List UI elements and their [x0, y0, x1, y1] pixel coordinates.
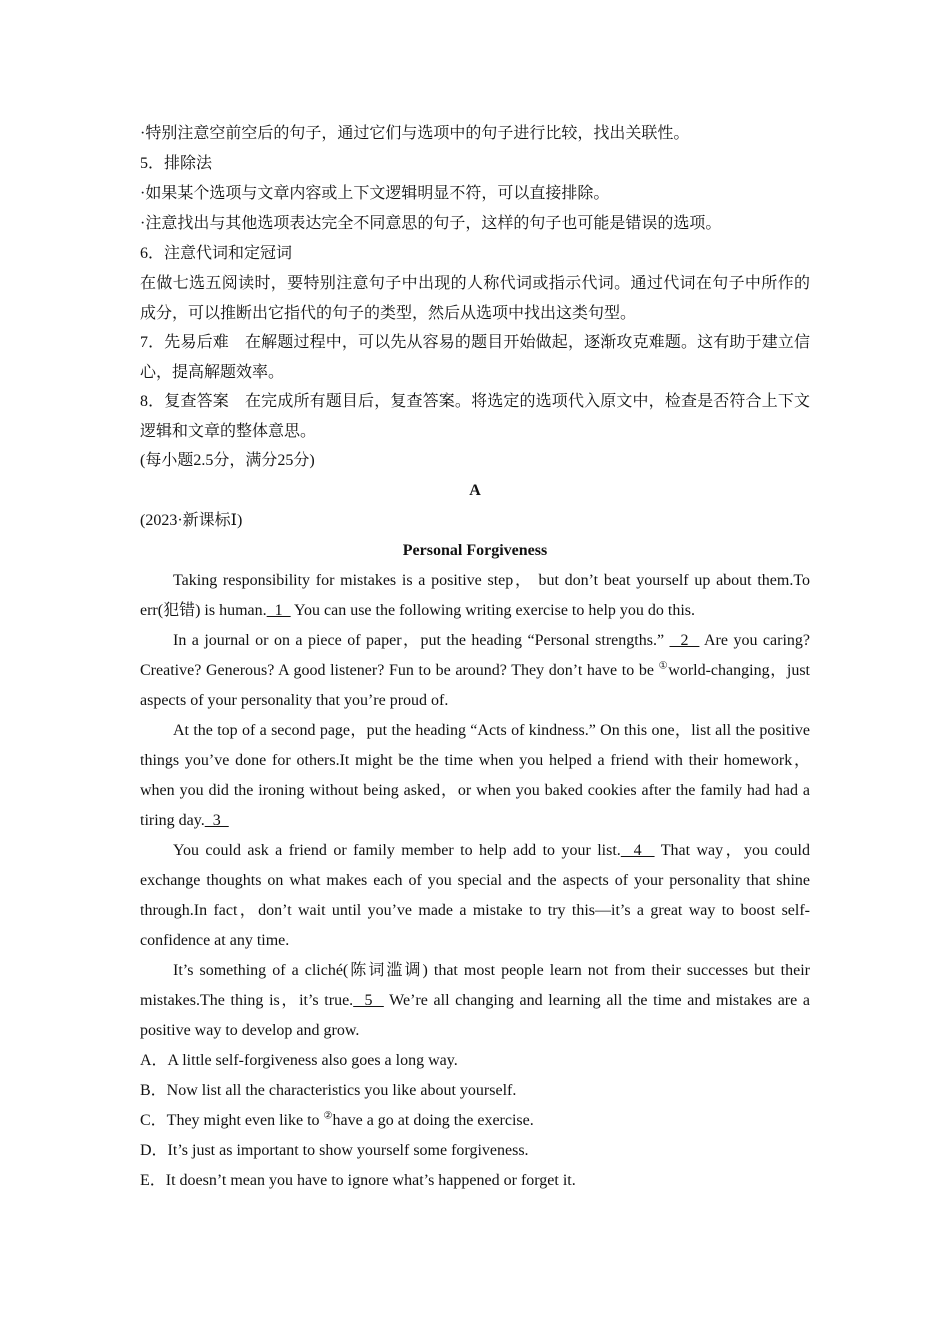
passage-title: Personal Forgiveness — [402, 542, 548, 559]
section-label: A — [469, 482, 481, 499]
p2-text-c: world-changing，just aspects of your personality that you’re proud of. — [140, 662, 810, 709]
blank-2: 2 — [669, 632, 700, 649]
strategy-paragraph-8: 8．复查答案 在完成所有题目后，复查答案。将选定的选项代入原文中，检查是否符合上下文逻辑和文章的整体意思。 — [140, 393, 810, 440]
option-a: A．A little self-forgiveness also goes a long way. — [140, 1052, 458, 1069]
option-b: B．Now list all the characteristics you like about yourself. — [140, 1082, 517, 1099]
option-d: D．It’s just as important to show yourself some forgiveness. — [140, 1142, 529, 1159]
p4-text-a: You could ask a friend or family member to help add to your list. — [173, 842, 621, 859]
p4-text-b: That way，you could exchange thoughts on what makes each of you special and the aspects of your personality that shine through.In fact，don’t wait until you’ve made a mistake to try this—it’s a great way to boost self-confidence at any time. — [140, 842, 810, 949]
document-page — [140, 119, 810, 1196]
note-mark-2: ② — [323, 1110, 333, 1122]
strategy-bullet-exclude-2: ·注意找出与其他选项表达完全不同意思的句子，这样的句子也可能是错误的选项。 — [140, 215, 722, 232]
passage-paragraph-3 — [140, 716, 810, 836]
passage-paragraph-5 — [140, 956, 810, 1046]
blank-1: 1 — [266, 602, 291, 619]
option-c-text-a: C．They might even like to — [140, 1112, 324, 1129]
strategy-bullet-exclude-1: ·如果某个选项与文章内容或上下文逻辑明显不符，可以直接排除。 — [140, 185, 610, 202]
option-e: E．It doesn’t mean you have to ignore what’s happened or forget it. — [140, 1172, 576, 1189]
passage-paragraph-2 — [140, 626, 810, 716]
passage-paragraph-1 — [140, 566, 810, 626]
p2-text-b: Are you caring? Creative? Generous? A good listener? Fun to be around? They don’t have to be — [140, 632, 810, 679]
p1-text-b: You can use the following writing exercise to help you do this. — [290, 602, 696, 619]
option-c-text-b: have a go at doing the exercise. — [332, 1112, 534, 1129]
strategy-paragraph-7: 7．先易后难 在解题过程中，可以先从容易的题目开始做起，逐渐攻克难题。这有助于建立信心，提高解题效率。 — [140, 334, 810, 381]
p5-text-a: It’s something of a cliché(陈词滥调) that most people learn not from their successes but their mistakes.The thing is，it’s true. — [140, 962, 810, 1009]
strategy-bullet-context: ·特别注意空前空后的句子，通过它们与选项中的句子进行比较，找出关联性。 — [140, 125, 690, 142]
strategy-paragraph-6: 在做七选五阅读时，要特别注意句子中出现的人称代词或指示代词。通过代词在句子中所作的成分，可以推断出它指代的句子的类型，然后从选项中找出这类句型。 — [140, 275, 810, 322]
note-mark-1: ① — [658, 660, 669, 672]
score-note: (每小题2.5分，满分25分) — [140, 452, 315, 469]
p3-text-a: At the top of a second page，put the heading “Acts of kindness.” On this one，list all the positive things you’ve done for others.It might be the time when you helped a friend with their homework，when you did the ironing without being asked，or when you baked cookies after the family had had a tiring day. — [140, 722, 810, 829]
p1-text-a: Taking responsibility for mistakes is a positive step， but don’t beat yourself up about them.To err(犯错) is human. — [140, 572, 810, 619]
p5-text-b: We’re all changing and learning all the time and mistakes are a positive way to develop and grow. — [140, 992, 810, 1039]
blank-3: 3 — [204, 812, 229, 829]
blank-5: 5 — [353, 992, 384, 1009]
blank-4: 4 — [620, 842, 655, 859]
option-c — [140, 1106, 810, 1136]
strategy-heading-6: 6．注意代词和定冠词 — [140, 245, 293, 262]
passage-paragraph-4 — [140, 836, 810, 956]
source-label: (2023·新课标Ⅰ) — [140, 512, 243, 529]
p2-text-a: In a journal or on a piece of paper，put the heading “Personal strengths.” — [173, 632, 670, 649]
strategy-heading-5: 5．排除法 — [140, 155, 213, 172]
